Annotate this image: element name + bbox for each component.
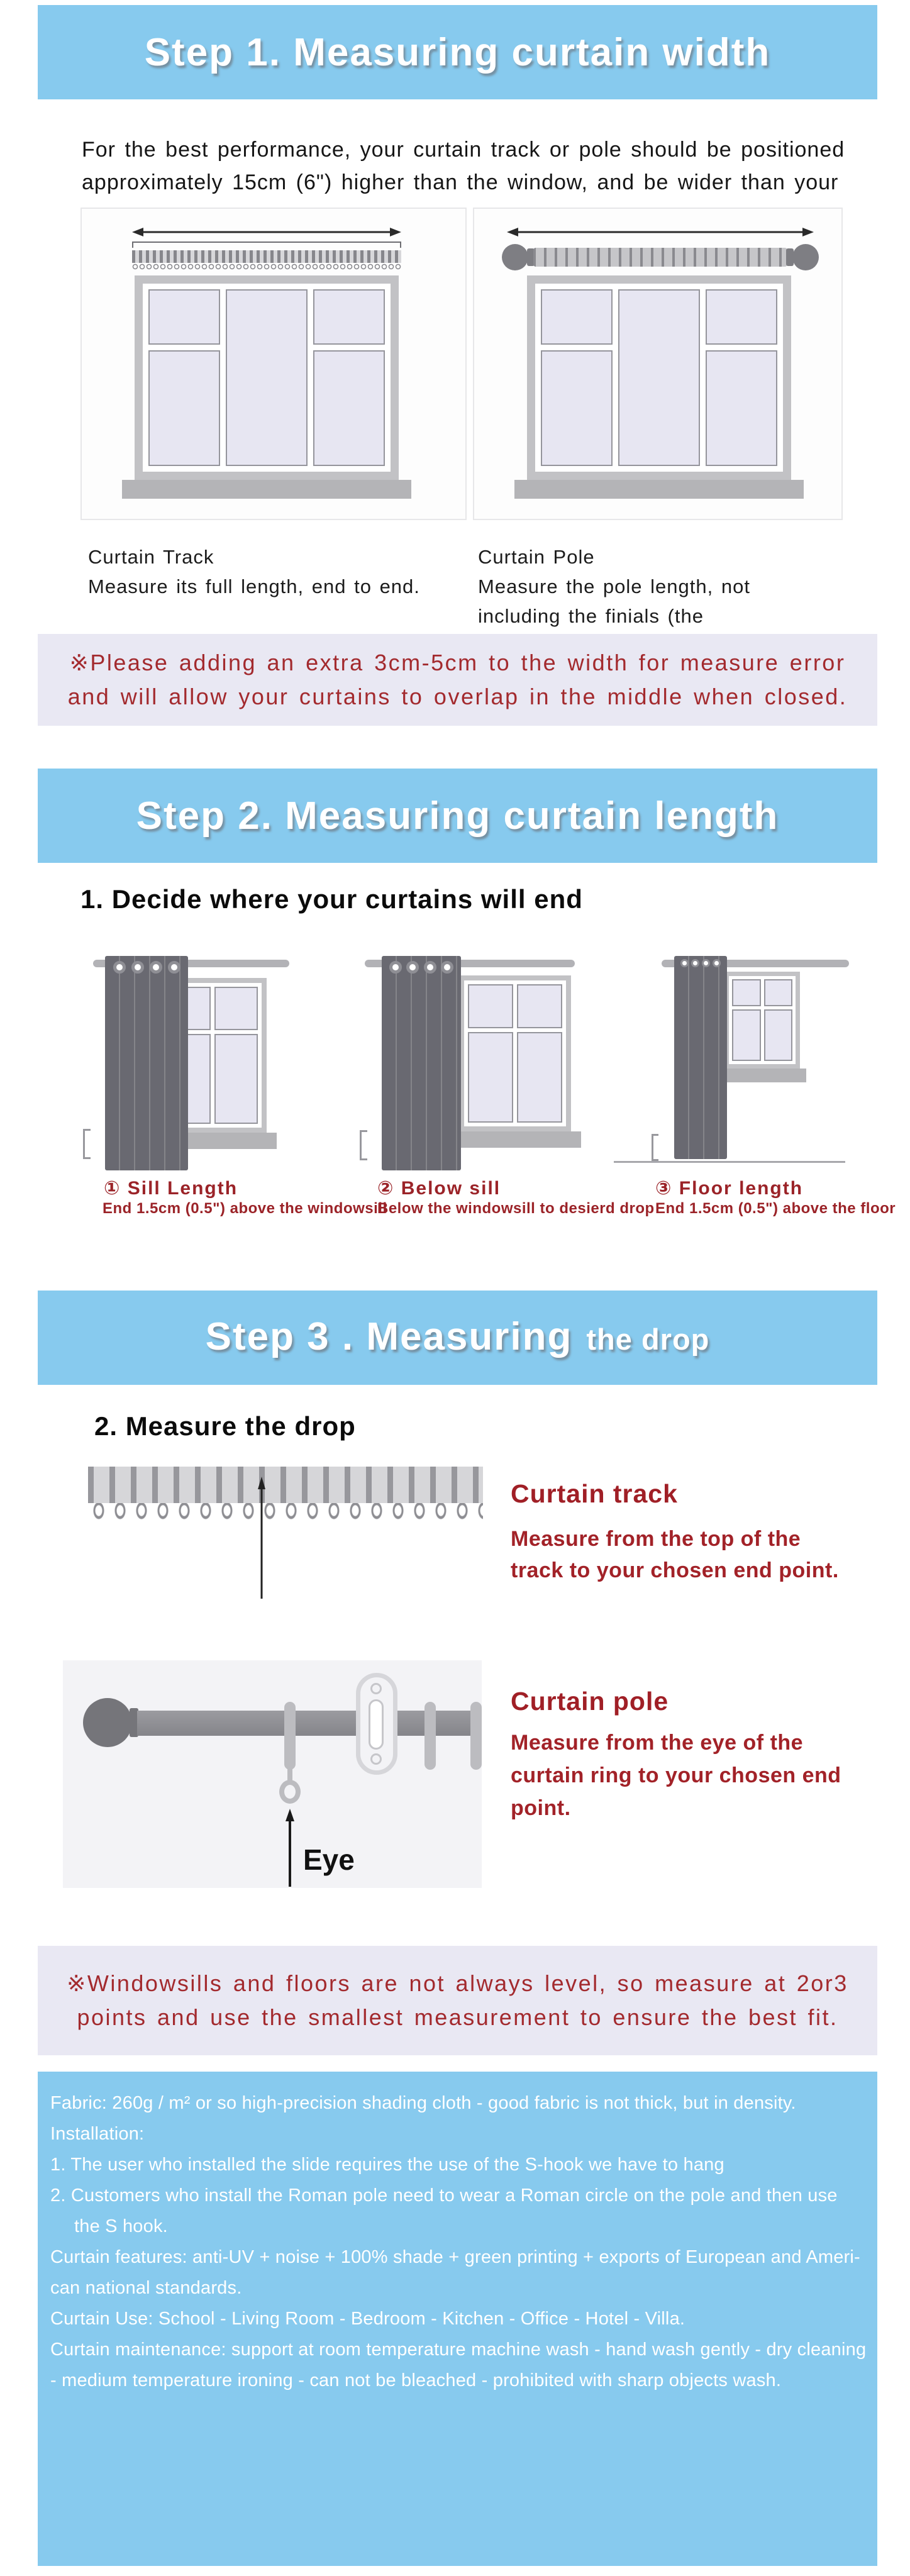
- grommet-icon: [424, 961, 436, 974]
- measure-mark: [83, 1129, 91, 1159]
- measure-mark: [360, 1130, 367, 1160]
- pole-finial: [83, 1698, 132, 1747]
- grommet-icon: [168, 961, 180, 974]
- grommet-icon: [150, 961, 162, 974]
- footer-line: 1. The user who installed the slide requires the use of the S-hook we have to hang: [50, 2155, 724, 2175]
- step1-banner: [38, 5, 877, 99]
- intro-line-1: For the best performance, your curtain track or pole should be positioned: [82, 138, 845, 162]
- step2-subtitle: 1. Decide where your curtains will end: [80, 884, 583, 914]
- window-column: [517, 984, 562, 1123]
- step3-title: Step 3 . Measuring: [205, 1315, 573, 1358]
- option1-text: Sill Length: [127, 1178, 238, 1199]
- window-pane: [764, 1009, 793, 1061]
- curtain-track-label: Curtain Track: [88, 546, 214, 568]
- pole-eye-title: Curtain pole: [511, 1687, 669, 1716]
- bracket-hole: [370, 1683, 382, 1694]
- grommets: [674, 959, 727, 967]
- pole-finial-right: [792, 244, 819, 270]
- track-drop-graphic: [88, 1467, 483, 1503]
- option2-title: [377, 1177, 501, 1199]
- pole-bar-graphic: [533, 248, 787, 267]
- measure-bracket: [132, 242, 401, 248]
- windowsill-graphic: [122, 480, 411, 499]
- eye-ring: [279, 1780, 301, 1804]
- windowsill-graphic: [717, 1069, 806, 1082]
- footer-line: 2. Customers who install the Roman pole need to wear a Roman circle on the pole and then use: [50, 2185, 838, 2206]
- window-graphic: [135, 275, 399, 480]
- curtain-pole-desc-2: including the finials (the: [478, 605, 704, 627]
- window-column: [226, 289, 308, 466]
- window-pane: [764, 979, 793, 1006]
- eye-arrow-icon: [285, 1809, 295, 1888]
- option2-text: Below sill: [401, 1178, 501, 1199]
- windowsill-graphic: [449, 1131, 581, 1148]
- step2-banner: [38, 769, 877, 863]
- footer-line: can national standards.: [50, 2278, 242, 2298]
- grommet-icon: [113, 961, 126, 974]
- footer-line: Curtain maintenance: support at room temperature machine wash - hand wash gently - dry cleaning: [50, 2340, 867, 2360]
- grommet-icon: [406, 961, 419, 974]
- window-pane: [214, 1034, 258, 1124]
- step3-title-sub: the drop: [586, 1323, 710, 1356]
- curtain-pole-diagram: [473, 208, 843, 520]
- footer-line: - medium temperature ironing - can not be bleached - prohibited with sharp objects wash.: [50, 2370, 782, 2390]
- pole-eye-desc-3: point.: [511, 1796, 571, 1820]
- window-pane: [313, 350, 385, 466]
- window-pane: [732, 979, 761, 1006]
- sill-length-diagram: [82, 953, 308, 1173]
- option1-number: ①: [104, 1178, 121, 1199]
- option1-desc: End 1.5cm (0.5") above the windowsill: [103, 1200, 387, 1217]
- window-column: [618, 289, 701, 466]
- window-column: [313, 289, 385, 466]
- footer-line: Curtain Use: School - Living Room - Bedroom - Kitchen - Office - Hotel - Villa.: [50, 2309, 685, 2329]
- curtain-track-diagram: [80, 208, 467, 520]
- window-pane: [148, 350, 220, 466]
- grommets: [105, 961, 188, 974]
- step2-title: Step 2. Measuring curtain length: [136, 794, 779, 838]
- grommets: [382, 961, 461, 974]
- intro-line-2: approximately 15cm (6") higher than the window, and be wider than your: [82, 170, 839, 194]
- window-column: [706, 289, 777, 466]
- window-pane: [732, 1009, 761, 1061]
- window-pane: [214, 987, 258, 1030]
- width-arrow-icon: [506, 225, 815, 239]
- width-arrow-icon: [131, 225, 402, 239]
- grommet-icon: [680, 959, 689, 967]
- width-note-box: [38, 634, 877, 726]
- track-hooks-graphic: [132, 263, 401, 270]
- footer-line: Installation:: [50, 2124, 145, 2144]
- window-graphic: [527, 275, 791, 480]
- below-sill-diagram: [360, 953, 586, 1173]
- track-drop-desc-2: track to your chosen end point.: [511, 1558, 839, 1582]
- floor-length-diagram: [654, 953, 862, 1173]
- window-column: [468, 984, 513, 1123]
- windowsill-graphic: [514, 480, 804, 499]
- product-info-panel: [38, 2072, 877, 2566]
- measure-mark: [652, 1134, 658, 1161]
- window-pane: [148, 289, 220, 345]
- window-pane: [468, 984, 513, 1028]
- bracket-hole: [370, 1753, 382, 1765]
- width-note-line-1: ※Please adding an extra 3cm-5cm to the width for measure error: [69, 650, 846, 675]
- window-pane: [517, 1032, 562, 1123]
- step1-intro: [82, 133, 846, 199]
- window-column: [764, 979, 793, 1061]
- track-bar-graphic: [132, 250, 401, 263]
- pole-eye-graphic: [63, 1660, 482, 1888]
- curtain-track-desc: Measure its full length, end to end.: [88, 575, 420, 597]
- window-pane: [618, 289, 701, 466]
- grommet-icon: [389, 961, 402, 974]
- track-drop-desc-1: Measure from the top of the: [511, 1527, 801, 1551]
- window-pane: [313, 289, 385, 345]
- window-pane: [517, 984, 562, 1028]
- track-drop-title: Curtain track: [511, 1479, 678, 1508]
- curtain-graphic: [674, 956, 727, 1159]
- option3-desc: End 1.5cm (0.5") above the floor: [655, 1200, 896, 1217]
- curtain-pole-label: Curtain Pole: [478, 546, 595, 568]
- drop-note-line-1: ※Windowsills and floors are not always level, so measure at 2or3: [67, 1970, 848, 1996]
- window-graphic: [724, 972, 800, 1069]
- curtain-pole-desc-1: Measure the pole length, not: [478, 575, 750, 597]
- window-pane: [226, 289, 308, 466]
- curtain-graphic: [382, 956, 461, 1170]
- grommet-icon: [131, 961, 144, 974]
- step3-banner: [38, 1291, 877, 1385]
- curtain-graphic: [105, 956, 188, 1170]
- drop-arrow-icon: [257, 1475, 267, 1600]
- window-graphic: [459, 975, 571, 1131]
- window-pane: [541, 350, 613, 466]
- option2-desc: Below the windowsill to desierd drop: [377, 1200, 655, 1217]
- footer-line: Curtain features: anti-UV + noise + 100% shade + green printing + exports of European and Ameri-: [50, 2247, 860, 2267]
- curtain-ring: [424, 1702, 436, 1770]
- option1-title: [104, 1177, 238, 1199]
- window-pane: [706, 350, 777, 466]
- step3-subtitle: 2. Measure the drop: [94, 1411, 356, 1441]
- window-column: [541, 289, 613, 466]
- curtain-ring: [284, 1702, 296, 1770]
- grommet-icon: [713, 959, 721, 967]
- option3-text: Floor length: [679, 1178, 804, 1199]
- window-column: [148, 289, 220, 466]
- window-pane: [541, 289, 613, 345]
- grommet-icon: [441, 961, 453, 974]
- floor-line: [614, 1161, 845, 1163]
- curtain-ring: [470, 1702, 482, 1770]
- window-pane: [468, 1032, 513, 1123]
- window-pane: [706, 289, 777, 345]
- track-drop-hooks: [88, 1503, 483, 1519]
- drop-note-line-2: points and use the smallest measurement to ensure the best fit.: [77, 2004, 838, 2030]
- footer-line: Fabric: 260g / m² or so high-precision shading cloth - good fabric is not thick, but in density.: [50, 2093, 796, 2113]
- step1-title: Step 1. Measuring curtain width: [144, 30, 771, 74]
- pole-eye-desc-2: curtain ring to your chosen end: [511, 1763, 841, 1787]
- width-note-line-2: and will allow your curtains to overlap in the middle when closed.: [67, 684, 848, 709]
- window-column: [732, 979, 761, 1061]
- eye-label: Eye: [303, 1843, 355, 1876]
- option3-title: [655, 1177, 803, 1199]
- option2-number: ②: [377, 1178, 395, 1199]
- pole-eye-desc-1: Measure from the eye of the: [511, 1731, 804, 1755]
- grommet-icon: [691, 959, 699, 967]
- pole-finial-left: [502, 244, 528, 270]
- option3-number: ③: [655, 1178, 673, 1199]
- footer-line: the S hook.: [74, 2216, 168, 2236]
- bracket-slot: [369, 1699, 384, 1750]
- window-column: [214, 987, 258, 1124]
- grommet-icon: [702, 959, 710, 967]
- drop-note-box: [38, 1946, 877, 2055]
